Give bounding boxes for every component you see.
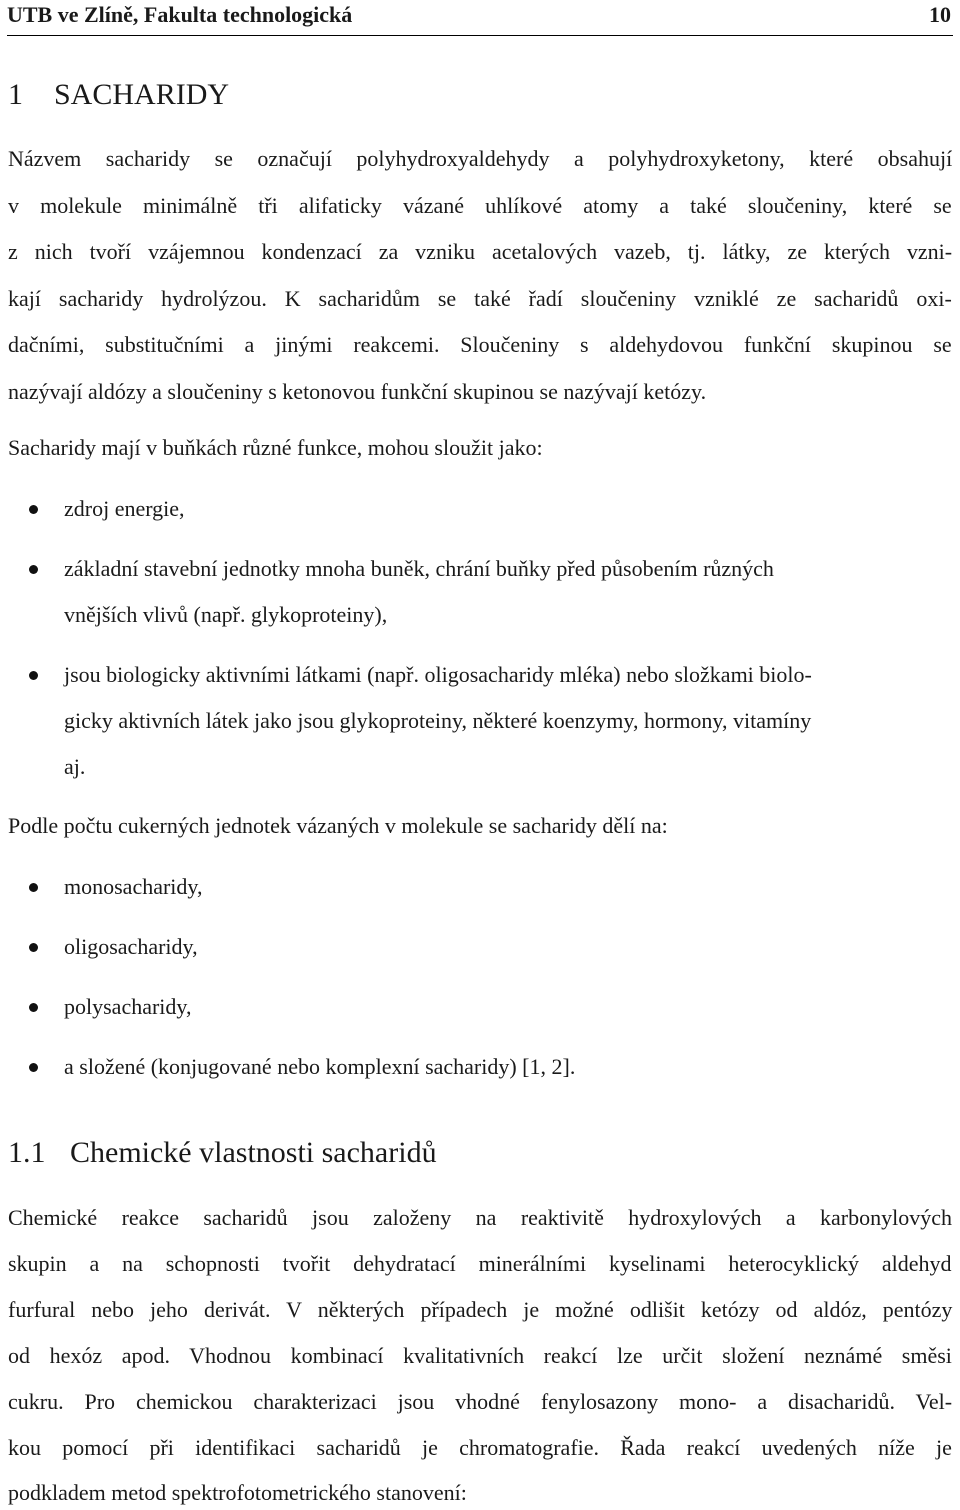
- paragraph-line: kou pomocí při identifikaci sacharidů je chromatografie. Řada reakcí uvedených níže je: [8, 1434, 952, 1460]
- classes-intro-text: Podle počtu cukerných jednotek vázaných v molekule se sacharidy dělí na:: [8, 813, 668, 838]
- paragraph-line: skupin a na schopnosti tvořit dehydratací minerálními kyselinami heterocyklický aldehyd: [8, 1250, 952, 1276]
- paragraph-line: dačními, substitučními a jinými reakcemi. Sloučeniny s aldehydovou funkční skupinou se: [8, 332, 952, 358]
- bullet-icon: [29, 565, 38, 574]
- header-institution: UTB ve Zlíně, Fakulta technologická: [7, 2, 353, 27]
- function-item-line: jsou biologicky aktivními látkami (např. oligosacharidy mléka) nebo složkami biolo-: [64, 662, 812, 687]
- function-item-line: vnějších vlivů (např. glykoproteiny),: [64, 602, 388, 627]
- bullet-icon: [29, 1063, 38, 1072]
- class-item: monosacharidy,: [64, 874, 203, 899]
- paragraph-line: od hexóz apod. Vhodnou kombinací kvalitativních reakcí lze určit složení neznámé směsi: [8, 1342, 952, 1368]
- section-heading: [8, 1136, 437, 1170]
- function-item-line: základní stavební jednotky mnoha buněk, chrání buňky před působením různých: [64, 556, 774, 581]
- chapter-heading: [8, 78, 229, 112]
- class-item: polysacharidy,: [64, 994, 192, 1019]
- function-item-line: gicky aktivních látek jako jsou glykoproteiny, některé koenzymy, hormony, vitamíny: [64, 708, 812, 733]
- paragraph-line: Chemické reakce sacharidů jsou založeny na reaktivitě hydroxylových a karbonylových: [8, 1205, 952, 1230]
- bullet-icon: [29, 883, 38, 892]
- page-header: [7, 0, 953, 36]
- bullet-icon: [29, 505, 38, 514]
- paragraph-line: z nich tvoří vzájemnou kondenzací za vzniku acetalových vazeb, tj. látky, ze kterých vzni-: [8, 239, 953, 265]
- chapter-title: SACHARIDY: [54, 78, 230, 111]
- section-number: 1.1: [8, 1136, 46, 1169]
- chapter-number: 1: [8, 78, 23, 111]
- class-item: oligosacharidy,: [64, 934, 198, 959]
- function-item-line: zdroj energie,: [64, 496, 185, 521]
- paragraph-line: nazývají aldózy a sloučeniny s ketonovou funkční skupinou se nazývají ketózy.: [8, 379, 707, 404]
- paragraph-line: furfural nebo jeho derivát. V některých případech je možné odlišit ketózy od aldóz, pentózy: [8, 1296, 953, 1322]
- bullet-icon: [29, 671, 38, 680]
- paragraph-line: v molekule minimálně tři alifaticky vázané uhlíkové atomy a také sloučeniny, které se: [8, 192, 952, 218]
- functions-intro-text: Sacharidy mají v buňkách různé funkce, mohou sloužit jako:: [8, 435, 543, 460]
- paragraph-line: kají sacharidy hydrolýzou. K sacharidům se také řadí sloučeniny vzniklé ze sacharidů oxi-: [8, 285, 952, 311]
- class-item: a složené (konjugované nebo komplexní sacharidy) [1, 2].: [64, 1054, 576, 1079]
- bullet-icon: [29, 943, 38, 952]
- page-number: 10: [929, 2, 951, 27]
- bullet-icon: [29, 1003, 38, 1012]
- function-item-line: aj.: [64, 754, 86, 779]
- paragraph-line: Názvem sacharidy se označují polyhydroxyaldehydy a polyhydroxyketony, které obsahují: [8, 146, 953, 171]
- paragraph-line: cukru. Pro chemickou charakterizaci jsou vhodné fenylosazony mono- a disacharidů. Vel-: [8, 1388, 953, 1414]
- paragraph-line: podkladem metod spektrofotometrického stanovení:: [8, 1480, 467, 1506]
- section-title: Chemické vlastnosti sacharidů: [70, 1136, 437, 1169]
